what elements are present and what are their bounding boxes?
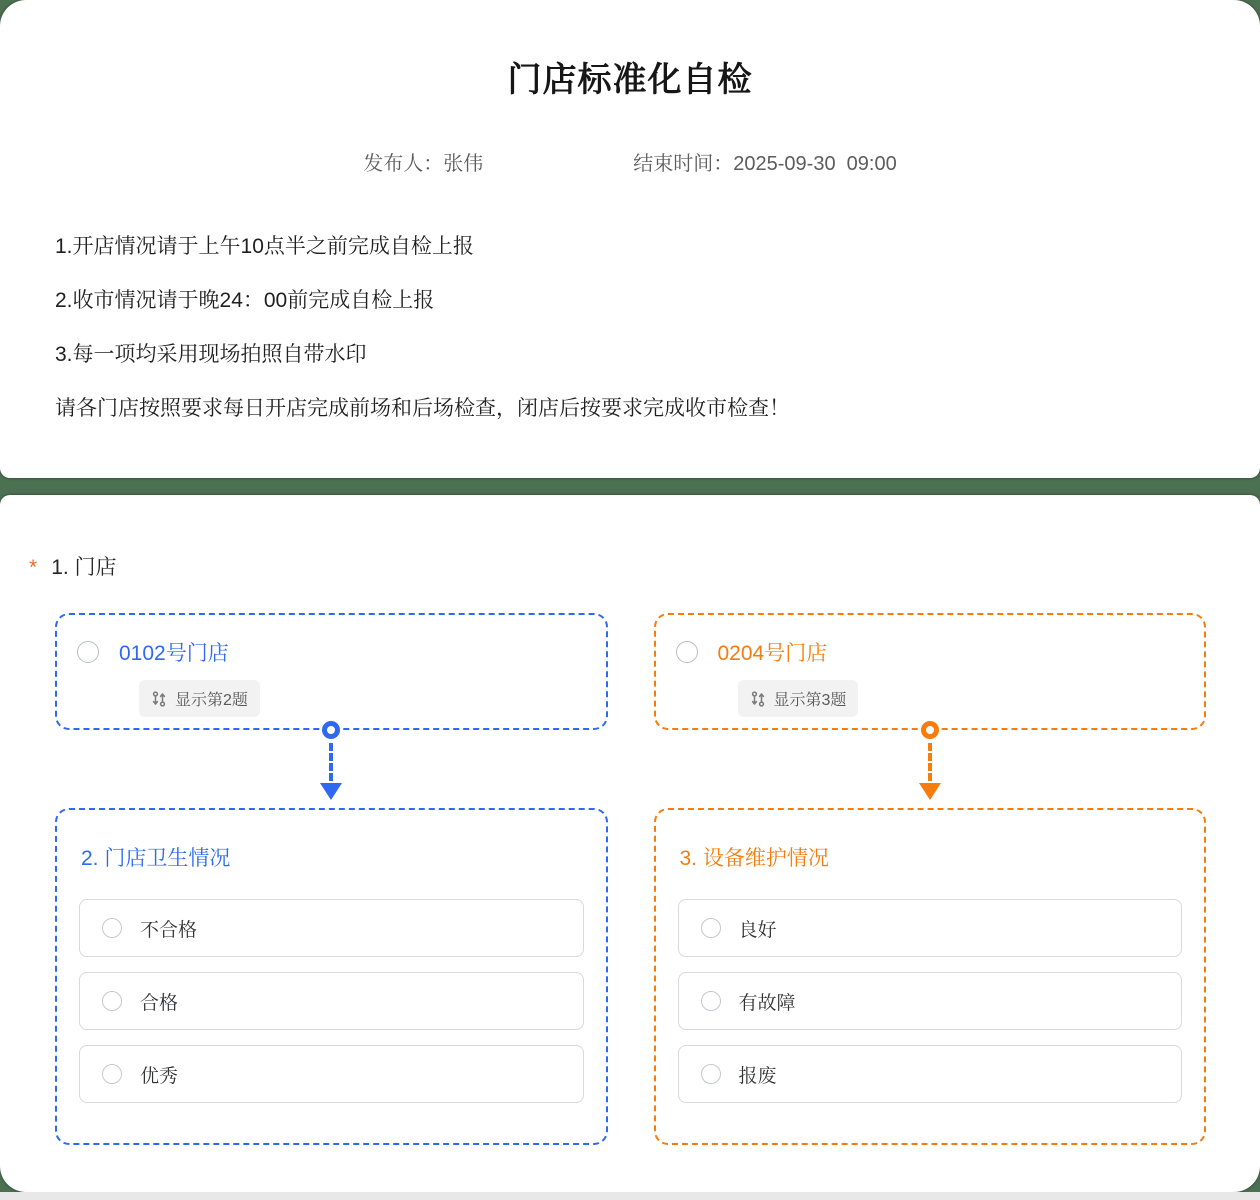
end-time-value: 2025-09-30 09:00 xyxy=(733,153,897,175)
choice-q3-faulty[interactable] xyxy=(678,972,1183,1030)
store-option-0204-head xyxy=(676,637,1205,667)
choice-q2-excellent[interactable] xyxy=(79,1045,584,1103)
store-option-0102[interactable] xyxy=(55,613,608,730)
branch-icon xyxy=(151,691,167,707)
question-2-title: 2. 门店卫生情况 xyxy=(81,847,231,870)
radio-q3-good[interactable] xyxy=(701,918,721,938)
branch-logic-grid xyxy=(55,613,1206,1145)
question-3-box xyxy=(654,808,1207,1145)
publisher-label: 发布人： xyxy=(363,153,444,175)
logic-badge-show-q2 xyxy=(139,680,260,717)
connector-dot-blue xyxy=(322,721,340,739)
radio-q2-excellent[interactable] xyxy=(102,1064,122,1084)
publisher-value: 张伟 xyxy=(443,153,484,175)
form-header-card xyxy=(0,0,1260,478)
form-meta xyxy=(0,147,1260,176)
logic-badge-show-q3 xyxy=(738,680,859,717)
radio-store-0102[interactable] xyxy=(77,641,99,663)
choice-q3-scrapped[interactable] xyxy=(678,1045,1183,1103)
radio-q3-faulty[interactable] xyxy=(701,991,721,1011)
connector-arrowhead-blue xyxy=(320,783,342,800)
publisher-meta xyxy=(363,147,483,176)
radio-q3-scrapped[interactable] xyxy=(701,1064,721,1084)
store-option-0102-head xyxy=(77,637,606,667)
choice-q2-unqualified[interactable] xyxy=(79,899,584,957)
question-card xyxy=(0,495,1260,1192)
logic-connector-orange xyxy=(919,721,941,800)
question-1-title: 1. 门店 xyxy=(51,556,117,579)
form-title: 门店标准化自检 xyxy=(507,61,753,99)
connector-arrowhead-orange xyxy=(919,783,941,800)
radio-q2-unqualified[interactable] xyxy=(102,918,122,938)
logic-badge-show-q3-text: 显示第3题 xyxy=(773,692,847,709)
connector-dot-orange xyxy=(921,721,939,739)
radio-q2-qualified[interactable] xyxy=(102,991,122,1011)
choice-q2-qualified-label: 合格 xyxy=(140,992,179,1014)
question-3-title: 3. 设备维护情况 xyxy=(679,847,829,870)
instruction-line-3: 3.每一项均采用现场拍照自带水印 xyxy=(55,343,367,366)
choice-q3-faulty-label: 有故障 xyxy=(738,992,796,1014)
choice-q3-good[interactable] xyxy=(678,899,1183,957)
question-2-box xyxy=(55,808,608,1145)
choice-q3-good-label: 良好 xyxy=(738,919,777,941)
connector-line-blue xyxy=(329,743,333,781)
end-time-label: 结束时间： xyxy=(633,153,734,175)
question-1-label-row xyxy=(29,551,1260,581)
radio-store-0204[interactable] xyxy=(676,641,698,663)
choice-q2-unqualified-label: 不合格 xyxy=(140,919,198,941)
instruction-line-1: 1.开店情况请于上午10点半之前完成自检上报 xyxy=(55,235,474,258)
required-asterisk: * xyxy=(29,556,38,579)
choice-q2-excellent-label: 优秀 xyxy=(140,1065,179,1087)
store-0102-label: 0102号门店 xyxy=(119,642,229,665)
choice-q2-qualified[interactable] xyxy=(79,972,584,1030)
instruction-line-2: 2.收市情况请于晚24：00前完成自检上报 xyxy=(55,289,435,312)
store-0204-label: 0204号门店 xyxy=(717,642,828,665)
connector-line-orange xyxy=(928,743,932,781)
instructions xyxy=(55,236,1205,419)
bottom-strip xyxy=(0,1192,1260,1200)
logic-badge-show-q2-text: 显示第2题 xyxy=(175,692,248,709)
store-option-0204[interactable] xyxy=(654,613,1207,730)
branch-column-orange xyxy=(654,613,1207,1145)
logic-connector-blue xyxy=(320,721,342,800)
branch-icon xyxy=(750,691,766,707)
choice-q3-scrapped-label: 报废 xyxy=(738,1065,777,1087)
branch-column-blue xyxy=(55,613,608,1145)
end-time-meta xyxy=(633,147,896,176)
instruction-line-4: 请各门店按照要求每日开店完成前场和后场检查，闭店后按要求完成收市检查！ xyxy=(55,397,790,420)
